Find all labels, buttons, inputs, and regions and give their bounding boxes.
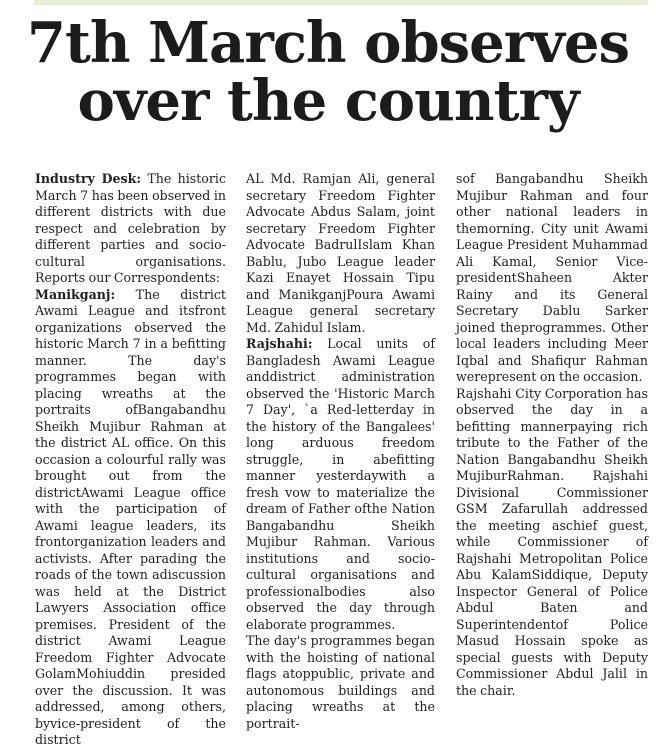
dateline-industry-desk: Industry Desk: <box>35 171 141 186</box>
headline-line-1: 7th March observes <box>27 10 629 76</box>
headline-line-2: over the country <box>77 68 579 134</box>
top-color-band <box>34 0 648 5</box>
paragraph-text: sof Bangabandhu Sheikh Mujibur Rahman and four other national leaders in themorning. City unit Awami League President Muhammad Ali Kamal, Senior Vice-presidentShaheen Akter Rainy and its General Secretary Dablu Sarker joined theprogrammes. Other local leaders including Meer Iqbal and Shafiqur Rahman werepresent on the occasion. <box>456 171 648 384</box>
column-2 <box>246 171 435 732</box>
dateline-manikganj: Manikganj: <box>35 286 116 302</box>
dateline-rajshahi: Rajshahi: <box>246 336 313 351</box>
article-body <box>35 171 648 747</box>
paragraph-intro <box>35 171 226 287</box>
paragraph-programmes-cont <box>456 171 648 386</box>
paragraph-text: Local units of Bangladesh Awami League anddistrict administration observed the 'Historic March 7 Day', `a Red-letterday in the history of the Bangalees' long arduous freedom struggle, in abefitting manner yesterdaywith a fresh vow to materialize the dream of Father ofthe Nation Bangabandhu Sheikh Mujibur Rahman. Various institutions and socio-cultural organisations and professionalbodies also observed the day through elaborate programmes. <box>246 336 435 632</box>
column-1 <box>35 171 226 749</box>
paragraph-rajshahi <box>246 336 435 633</box>
paragraph-text: Rajshahi City Corporation has observed the day in a befitting mannerpaying rich tribute to the Father of the Nation Bangabandhu Sheikh MujiburRahman. Rajshahi Divisional Commissioner GSM Zafarullah addressed the meeting aschief guest, while Commissioner of Rajshahi Metropolitan Police Abu KalamSiddique, Deputy Inspector General of Police Abdul Baten and Superintendentof Police Masud Hossain spoke as special guests with Deputy Commissioner Abdul Jalil in the chair. <box>456 385 648 698</box>
paragraph-text: The day's programmes began with the hoisting of national flags atoppublic, private and autonomous buildings and placing wreaths at the portrait- <box>246 633 435 731</box>
paragraph-programmes <box>246 633 435 732</box>
headline <box>0 10 656 134</box>
paragraph-text: The district Awami League and itsfront organizations observed the historic March 7 in a befitting manner. The day's programmes began with placing wreaths at the portraits ofBangabandhu Sheikh Mujibur Rahman at the district AL office. On this occasion a colourful rally was brought out from the districtAwami League office with the participation of Awami league leaders, its frontorganization leaders and activists. After parading the roads of the town adiscussion was held at the District Lawyers Association office premises. President of the district Awami League Freedom Fighter Advocate GolamMohiuddin presided over the discussion. It was addressed, among others, byvice-president of the district <box>35 286 226 747</box>
column-3 <box>456 171 648 699</box>
paragraph-text: The historic March 7 has been observed in different districts with due respect and celebration by different parties and socio-cultural organisations. Reports our Correspondents: <box>35 171 226 285</box>
paragraph-manikganj-cont <box>246 171 435 336</box>
paragraph-city-corporation <box>456 386 648 700</box>
paragraph-manikganj <box>35 287 226 749</box>
paragraph-text: AL Md. Ramjan Ali, general secretary Freedom Fighter Advocate Abdus Salam, joint secretary Freedom Fighter Advocate BadrulIslam Khan Bablu, Jubo League leader Kazi Enayet Hossain Tipu and ManikganjPoura Awami League general secretary Md. Zahidul Islam. <box>246 171 435 335</box>
